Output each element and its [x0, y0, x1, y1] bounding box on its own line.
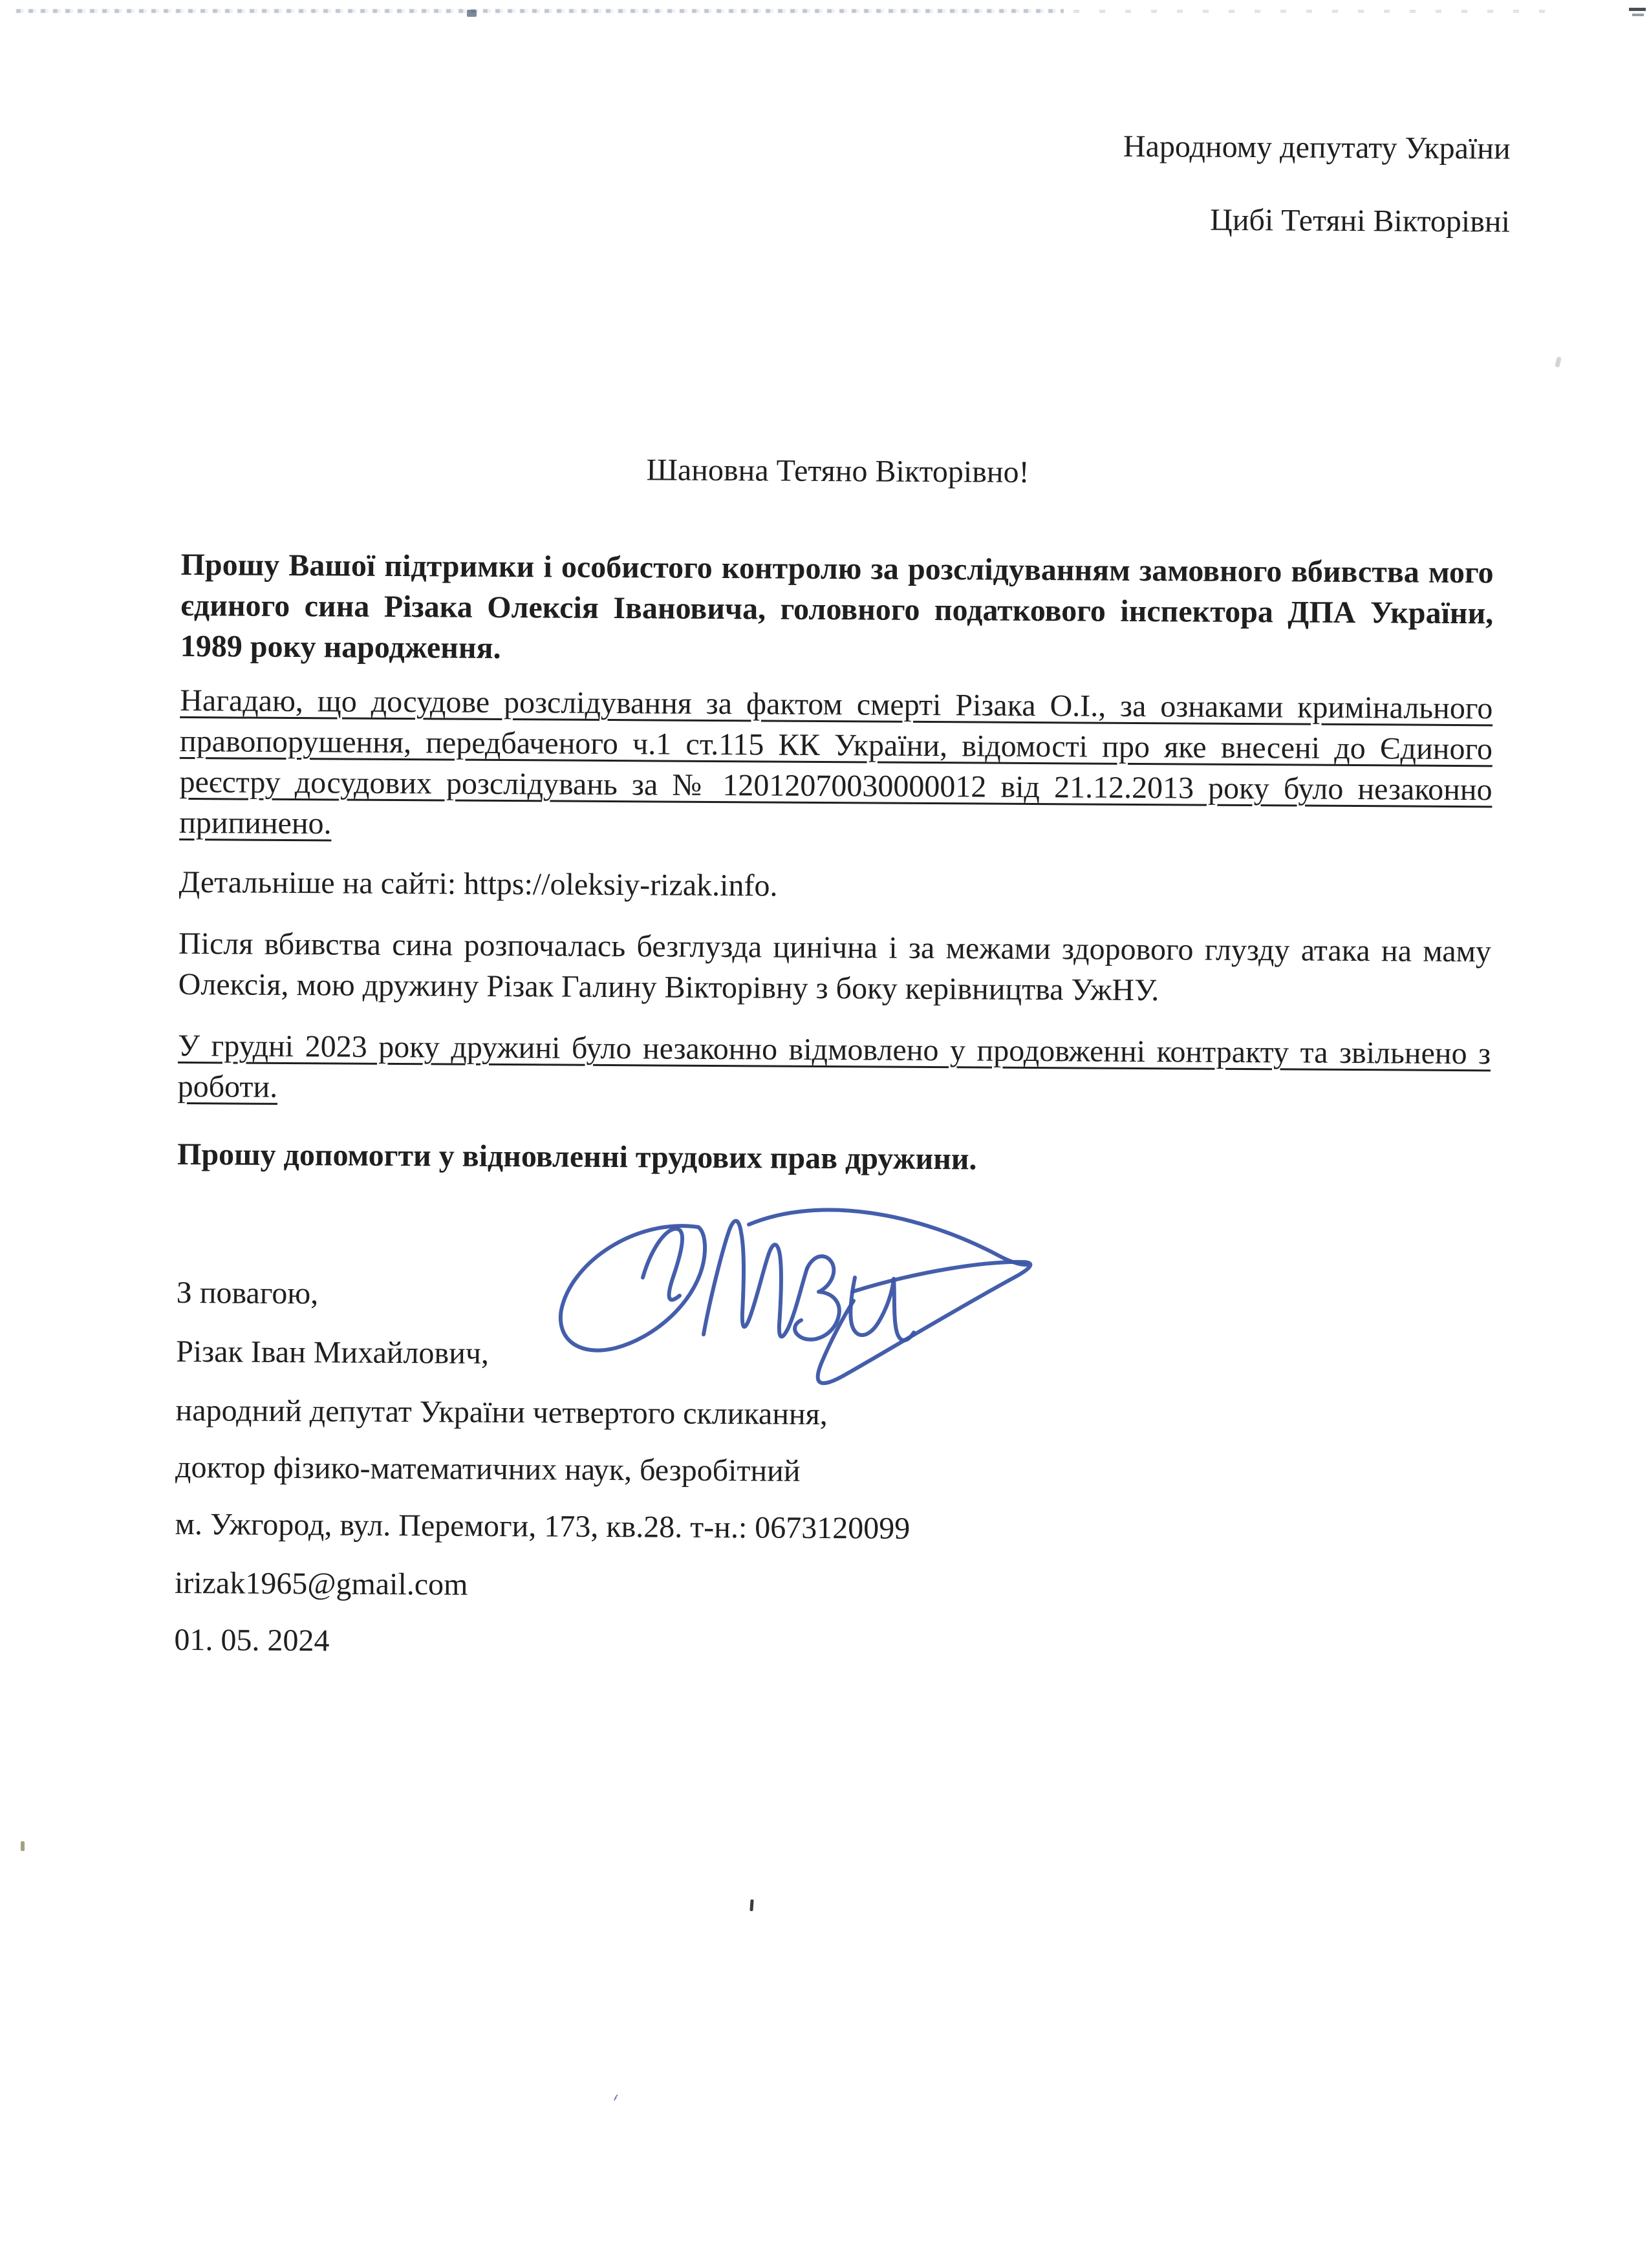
- closing-name: Різак Іван Михайлович,: [176, 1334, 490, 1371]
- paragraph-request: Прошу Вашої підтримки і особистого контролю за розслідуванням замовного вбивства мого єдиного сина Різака Олексія Івановича, головного податкового інспектора ДПА України, 1989 року народження.: [180, 547, 1494, 665]
- paragraph-attack: Після вбивства сина розпочалась безглузда цинічна і за межами здорового глузду атака на маму Олексія, мою дружину Різак Галину Вікторівну з боку керівництва УжНУ.: [178, 926, 1492, 1008]
- recipient-line-1: Народному депутату України: [1123, 129, 1511, 166]
- handwritten-signature-ink: [517, 1183, 1073, 1396]
- scan-artifact-blue-speck: [613, 2093, 619, 2102]
- closing-address-phone: м. Ужгород, вул. Перемоги, 173, кв.28. т-н.: 0673120099: [175, 1506, 911, 1546]
- recipient-block: [1123, 126, 1511, 242]
- closing-date: 01. 05. 2024: [174, 1622, 330, 1658]
- scan-artifact: [21, 1841, 25, 1851]
- closing-email: irizak1965@gmail.com: [174, 1565, 468, 1602]
- closing-regards: З повагою,: [176, 1275, 319, 1311]
- salutation: Шановна Тетяно Вікторівно!: [646, 453, 1029, 489]
- paragraph-reminder: Нагадаю, що досудове розслідування за фактом смерті Різака О.І., за ознаками кримінального правопорушення, передбаченого ч.1 ст.115 КК України, відомості про яке внесені до Єдиного реєстру досудових розслідувань за № 12012070030000012 від 21.12.2013 року було незаконно припинено.: [179, 683, 1493, 841]
- paragraph-help-request: Прошу допомогти у відновленні трудових прав дружини.: [177, 1137, 977, 1177]
- paragraph-website: Детальніше на сайті: https://oleksiy-rizak.info.: [178, 864, 778, 903]
- closing-title-doctor: доктор фізико-математичних наук, безробітний: [175, 1450, 801, 1488]
- paragraph-dismissal: У грудні 2023 року дружині було незаконно відмовлено у продовженні контракту та звільнено з роботи.: [177, 1028, 1491, 1104]
- closing-title-deputy: народний депутат України четвертого скликання,: [175, 1393, 828, 1432]
- recipient-line-2: Цибі Тетяні Вікторівні: [1210, 202, 1511, 239]
